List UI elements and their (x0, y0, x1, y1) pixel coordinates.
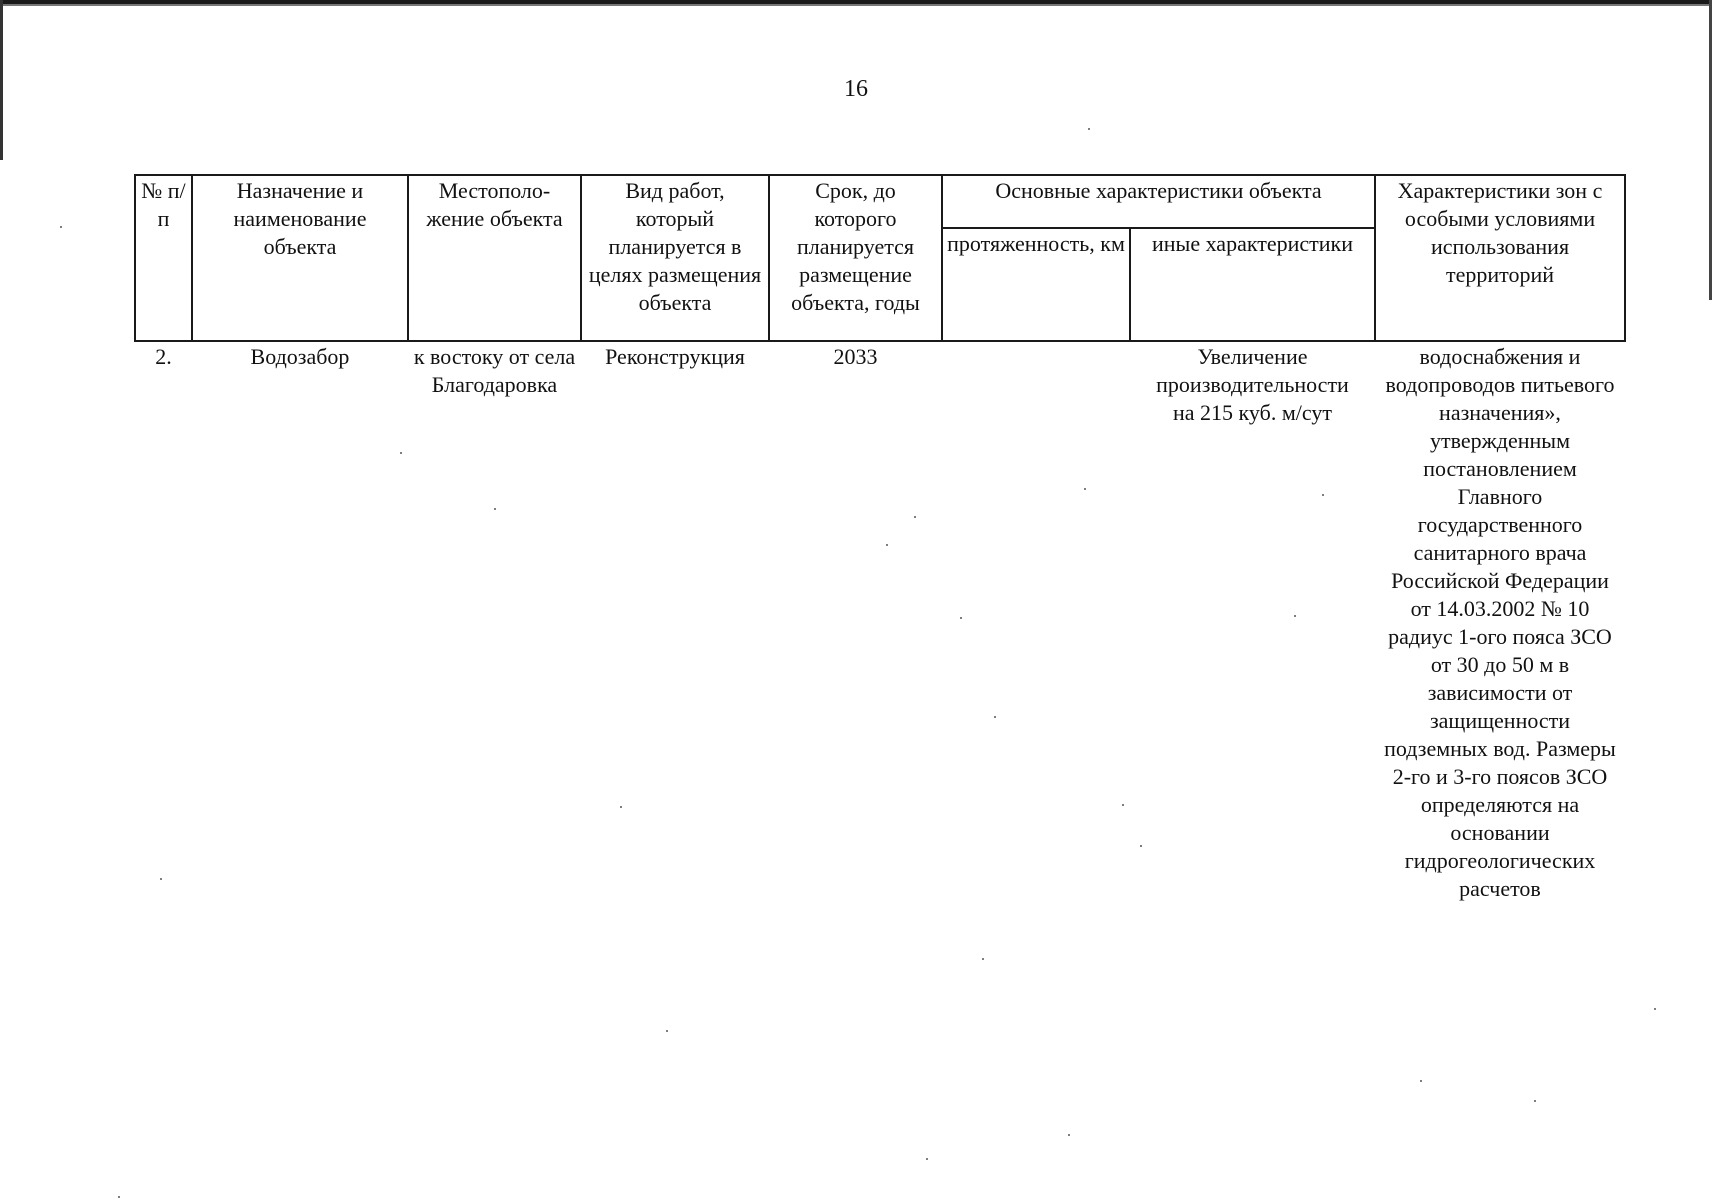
header-num: № п/п (135, 175, 192, 341)
header-deadline: Срок, до которого планируется размещение объекта, годы (769, 175, 942, 341)
scan-speck (1534, 1100, 1536, 1102)
cell-work-type: Реконструкция (605, 344, 745, 369)
header-main-characteristics: Основные характеристики объекта (942, 175, 1375, 228)
header-length: протяженность, км (942, 228, 1130, 341)
scan-speck (400, 452, 402, 454)
scan-speck (926, 1158, 928, 1160)
scan-speck (982, 958, 984, 960)
cell-other-characteristics: Увеличение производительности на 215 куб. м/сут (1156, 344, 1349, 425)
scan-speck (1122, 804, 1124, 806)
scan-speck (494, 508, 496, 510)
cell-location: к востоку от села Благодаровка (413, 344, 576, 397)
cell-zones: водоснабжения и водопроводов питьевого назначения», утвержденным постановлением Главного государственного санитарного врача Российской Федерации от 14.03.2002 № 10 радиус 1-ого пояса ЗСО от 30 до 50 м в зависимости от защищенности подземных вод. Размеры 2-го и 3-го поясов ЗСО определяются на основании гидрогеологических расчетов (1384, 344, 1616, 901)
header-name: Назначение и наименование объекта (192, 175, 408, 341)
scan-speck (886, 544, 888, 546)
cell-deadline: 2033 (833, 344, 878, 369)
header-zones: Характеристики зон с особыми условиями использования территорий (1375, 175, 1625, 341)
scan-speck (1420, 1080, 1422, 1082)
table-row (135, 341, 1625, 903)
scan-speck (1294, 615, 1296, 617)
header-other-characteristics: иные характеристики (1130, 228, 1375, 341)
scan-speck (666, 1030, 668, 1032)
cell-name: Водозабор (250, 344, 350, 369)
scan-speck (960, 617, 962, 619)
cell-num: 2. (155, 344, 172, 369)
scan-speck (1654, 1008, 1656, 1010)
scan-speck (1068, 1134, 1070, 1136)
scan-speck (620, 806, 622, 808)
scan-speck (160, 878, 162, 880)
header-location: Местополо-жение объекта (408, 175, 581, 341)
table-header-row (135, 175, 1625, 228)
header-work-type: Вид работ, который планируется в целях размещения объекта (581, 175, 769, 341)
planned-objects-table (134, 174, 1626, 903)
page-number: 16 (844, 76, 868, 102)
scan-speck (994, 716, 996, 718)
scan-border-top-shadow (0, 4, 1712, 6)
scan-speck (1140, 845, 1142, 847)
scan-speck (1084, 488, 1086, 490)
cell-length (942, 341, 1130, 903)
scan-speck (60, 226, 62, 228)
scan-speck (118, 1196, 120, 1198)
scan-speck (1322, 494, 1324, 496)
scan-speck (1088, 128, 1090, 130)
scan-speck (914, 516, 916, 518)
